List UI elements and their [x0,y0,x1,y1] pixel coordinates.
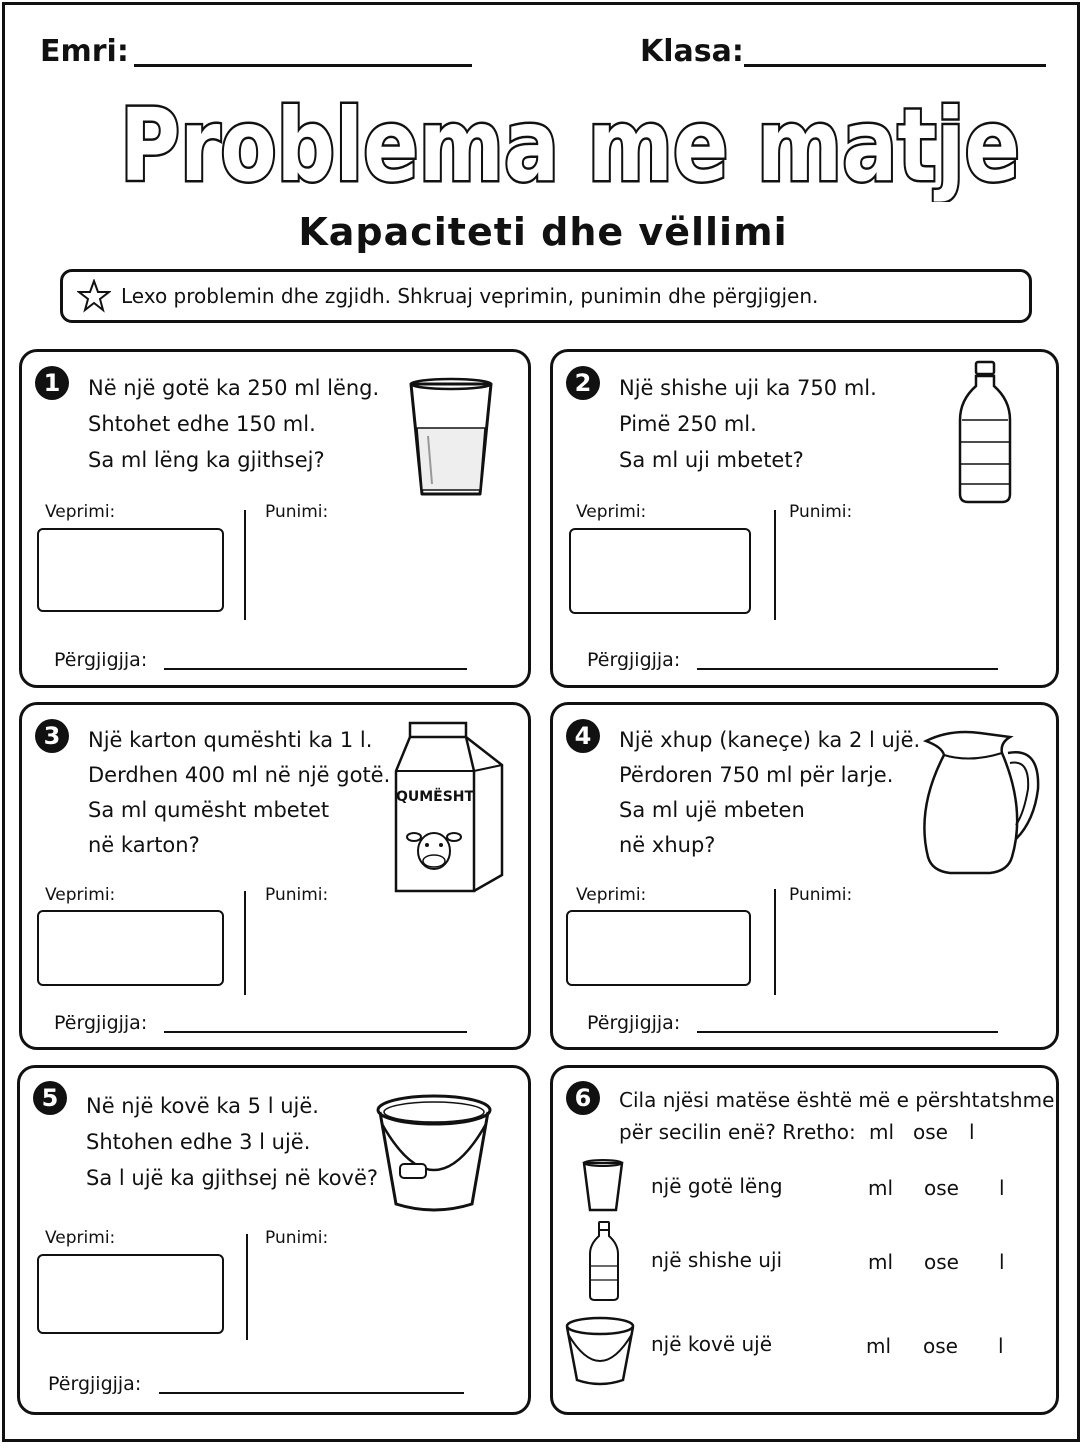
work-label: Punimi: [265,885,329,905]
operation-box[interactable] [566,910,751,986]
divider [244,510,246,620]
problem-card-4 [550,702,1059,1050]
divider [244,891,246,995]
problem-text: Në një kovë ka 5 l ujë. Shtohen edhe 3 l ujë. Sa l ujë ka gjithsej në kovë? [86,1094,379,1190]
option-ml[interactable]: ml [866,1334,892,1358]
answer-label: Përgjigjja: [54,649,148,671]
answer-label: Përgjigjja: [48,1373,142,1395]
question-line-2: për secilin enë? Rretho: [619,1120,856,1144]
unit-l: l [969,1120,975,1144]
problem-card-2 [550,349,1059,688]
option-ml[interactable]: ml [868,1250,894,1274]
unit-ose: ose [913,1120,948,1144]
answer-label: Përgjigjja: [54,1012,148,1034]
problem-card-5 [17,1065,531,1415]
operation-box[interactable] [37,910,224,986]
option-ose: ose [924,1176,959,1200]
answer-line[interactable] [697,668,998,670]
class-field[interactable] [744,64,1046,67]
option-ose: ose [924,1250,959,1274]
item-label: një gotë lëng [651,1174,783,1198]
glass-icon [406,376,496,500]
problem-card-6 [550,1065,1059,1415]
work-label: Punimi: [789,502,853,522]
item-label: një kovë ujë [651,1332,773,1356]
problem-number: 6 [566,1081,600,1115]
operation-label: Veprimi: [45,1228,116,1248]
milk-carton-icon [392,719,508,895]
problem-card-3 [19,702,531,1050]
operation-label: Veprimi: [45,885,116,905]
answer-label: Përgjigjja: [587,1012,681,1034]
operation-box[interactable] [37,528,224,612]
work-label: Punimi: [265,1228,329,1248]
jug-icon [920,729,1044,877]
page-title [100,82,1040,202]
answer-line[interactable] [159,1392,464,1394]
instruction-box [60,269,1032,323]
option-l[interactable]: l [999,1176,1005,1200]
problem-text: Një karton qumështi ka 1 l. Derdhen 400 ml në një gotë. Sa ml qumësht mbetet në karton? [88,728,391,857]
divider [774,889,776,995]
bucket-icon [563,1314,637,1388]
answer-line[interactable] [697,1031,998,1033]
work-label: Punimi: [789,885,853,905]
star-icon [77,279,111,313]
option-ml[interactable]: ml [868,1176,894,1200]
unit-ml: ml [869,1120,895,1144]
operation-box[interactable] [37,1254,224,1334]
glass-icon [581,1158,625,1214]
class-label: Klasa: [640,34,744,69]
answer-line[interactable] [164,668,467,670]
problem-number: 3 [35,719,69,753]
question-line-1: Cila njësi matëse është më e përshtatshme [619,1088,1055,1112]
problem-number: 2 [566,366,600,400]
bottle-icon [587,1220,621,1302]
operation-box[interactable] [569,528,751,614]
problem-text: Në një gotë ka 250 ml lëng. Shtohet edhe 150 ml. Sa ml lëng ka gjithsej? [88,376,380,472]
bucket-icon [374,1090,496,1216]
option-l[interactable]: l [999,1250,1005,1274]
bottle-icon [954,360,1016,506]
operation-label: Veprimi: [576,502,647,522]
divider [246,1234,248,1340]
work-label: Punimi: [265,502,329,522]
title-text: Problema me matje [120,87,1020,202]
problem-number: 5 [33,1081,67,1115]
answer-label: Përgjigjja: [587,649,681,671]
item-label: një shishe uji [651,1248,783,1272]
problem-number: 4 [566,719,600,753]
option-l[interactable]: l [998,1334,1004,1358]
problem-card-1 [19,349,531,688]
answer-line[interactable] [164,1031,467,1033]
divider [774,510,776,620]
operation-label: Veprimi: [576,885,647,905]
operation-label: Veprimi: [45,502,116,522]
problem-text: Një shishe uji ka 750 ml. Pimë 250 ml. Sa ml uji mbetet? [619,376,877,472]
instruction-text: Lexo problemin dhe zgjidh. Shkruaj veprimin, punimin dhe përgjigjen. [121,284,819,308]
svg-text:QUMËSHT: QUMËSHT [395,789,475,805]
problem-number: 1 [35,366,69,400]
option-ose: ose [923,1334,958,1358]
name-field[interactable] [134,64,472,67]
problem-text: Një xhup (kaneçe) ka 2 l ujë. Përdoren 750 ml për larje. Sa ml ujë mbeten në xhup? [619,728,921,857]
name-label: Emri: [40,34,129,69]
subtitle: Kapaciteti dhe vëllimi [298,210,788,254]
